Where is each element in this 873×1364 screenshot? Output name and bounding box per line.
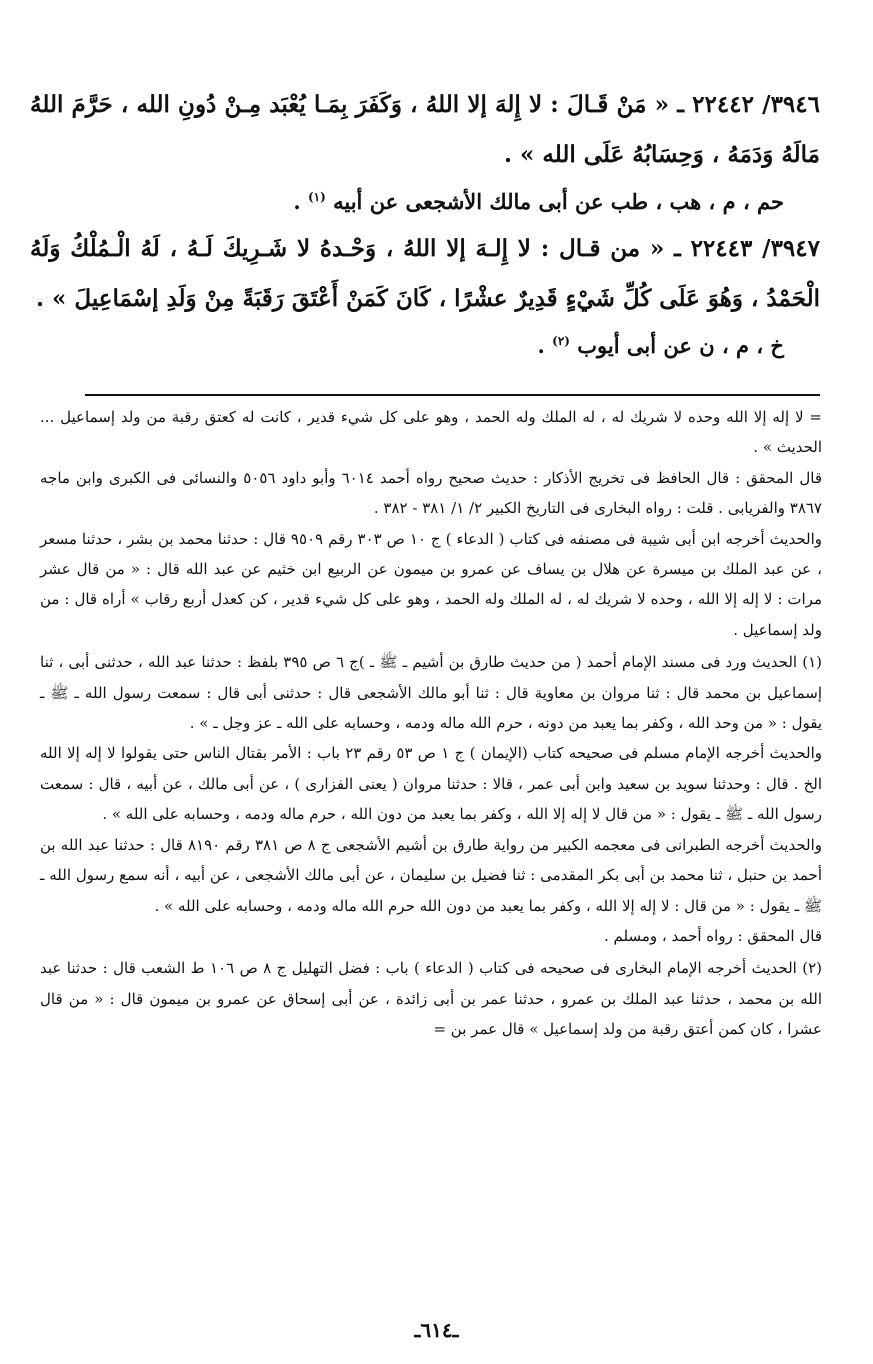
footnote-1: (١) الحديث ورد فى مسند الإمام أحمد ( من حديث طارق بن أشيم ـ ﷺ ـ )ج ٦ ص ٣٩٥ بلفظ : حدثنا عبد الله ، حدثنى أبى ، ثنا إسماعيل بن محمد قال : ثنا مروان بن معاوية قال : ثنا أبو مالك الأشجعى قال : حدثنى أبى قال : سمعت رسول الله ـ ﷺ ـ يقول : « من وحد الله ، وكفر بما يعبد من دونه ، حرم الله ماله ودمه ، وحسابه على الله ـ عز وجل ـ » . xyxy=(40,653,822,733)
footnote-paragraph: والحديث أخرجه الطبرانى فى معجمه الكبير من رواية طارق بن أشيم الأشجعى ج ٨ ص ٣٨١ رقم ٨١٩٠ قال : حدثنا عبد الله بن أحمد بن حنبل ، ثنا محمد بن أبى بكر المقدمى : ثنا فضيل بن سليمان ، عن أبى مالك الأشجعى ، عن أبيه ، أنه سمع رسول الله ـ ﷺ ـ يقول : « من قال : لا إله إلا الله ، وكفر بما يعبد من دون الله حرم الله ماله ودمه ، وحسابه على الله » . xyxy=(40,835,822,915)
hadith-3947 xyxy=(30,224,820,324)
hadith-number: ٣٩٤٦/ ٢٢٤٤٢ xyxy=(692,91,820,118)
source-text: حم ، م ، هب ، طب عن أبى مالك الأشجعى عن أبيه xyxy=(333,189,784,214)
hadith-text: ـ « من قـال : لا إِلـهَ إلا اللهُ ، وَحْـدهُ لا شَـرِيكَ لَـهُ ، لَهُ الْـمُلْكُ وَلَهُ الْحَمْدُ ، وَهُوَ عَلَى كُلِّ شَيْءٍ قَدِيرٌ عشْرًا ، كَانَ كَمَنْ أَعْتَقَ رَقَبَةً مِنْ وَلَدِ إسْمَاعِيلَ » . xyxy=(30,235,820,312)
source-text: خ ، م ، ن عن أبى أيوب xyxy=(577,333,784,358)
hadith-number: ٣٩٤٧/ ٢٢٤٤٣ xyxy=(690,235,820,262)
footnote-paragraph: قال المحقق : قال الحافظ فى تخريج الأذكار : حديث صحيح رواه أحمد ٦٠١٤ وأبو داود ٥٠٥٦ والنسائى فى الكبرى وابن ماجه ٣٨٦٧ والفريابى . قلت : رواه البخارى فى التاريخ الكبير ٢/ ١/ ٣٨١ - ٣٨٢ . xyxy=(40,468,822,518)
hadith-source: خ ، م ، ن عن أبى أيوب $^{(٢)}$ . xyxy=(537,333,784,358)
hadith-text: ـ « مَنْ قَـالَ : لا إِلهَ إلا اللهُ ، وَكَفَرَ بِمَـا يُعْبَد مِـنْ دُونِ الله ، حَرَّمَ اللهُ مَالَهُ وَدَمَهُ ، وَحِسَابُهُ عَلَى الله » . xyxy=(30,91,820,168)
footnote-paragraph: والحديث أخرجه الإمام مسلم فى صحيحه كتاب (الإيمان ) ج ١ ص ٥٣ رقم ٢٣ باب : الأمر بقتال الناس حتى يقولوا لا إله إلا الله الخ . قال : وحدثنا سويد بن سعيد وابن أبى عمر ، قالا : حدثنا مروان ( يعنى الفزارى ) ، عن أبى مالك ، عن أبيه ، قال : سمعت رسول الله ـ ﷺ ـ يقول : « من قال لا إله إلا الله ، وكفر بما يعبد من دون الله ، حرم ماله ودمه ، وحسابه على الله » . xyxy=(40,744,822,824)
footnote-2: (٢) الحديث أخرجه الإمام البخارى فى صحيحه فى كتاب ( الدعاء ) باب : فضل التهليل ج ٨ ص ١٠٦ ط الشعب قال : حدثنا عبد الله بن محمد ، حدثنا عبد الملك بن عمرو ، حدثنا عمر بن أبى زائدة ، عن أبى إسحاق عن عمرو بن ميمون قال : « من قال عشرا ، كان كمن أعتق رقبة من ولد إسماعيل » قال عمر بن = xyxy=(40,959,823,1039)
footnote-divider xyxy=(85,394,820,396)
hadith-3946 xyxy=(30,80,820,180)
footnote-ref: (٢) xyxy=(552,334,570,348)
hadith-source: حم ، م ، هب ، طب عن أبى مالك الأشجعى عن أبيه $^{(١)}$ . xyxy=(293,189,784,214)
footnote-paragraph: = لا إله إلا الله وحده لا شريك له ، له الملك وله الحمد ، وهو على كل شيء قدير ، كانت له كعتق رقبة من ولد إسماعيل ... الحديث » . xyxy=(40,408,822,457)
footnotes xyxy=(40,402,822,1045)
footnote-paragraph: قال المحقق : رواه أحمد ، ومسلم . xyxy=(604,926,822,945)
page-number: ـ٦١٤ـ xyxy=(414,1318,459,1342)
footnote-paragraph: والحديث أخرجه ابن أبى شيبة فى مصنفه فى كتاب ( الدعاء ) ج ١٠ ص ٣٠٣ رقم ٩٥٠٩ قال : حدثنا محمد بن بشر ، حدثنا مسعر ، عن عبد الملك بن ميسرة عن هلال بن يساف عن عمرو بن ميمون عن الربيع ابن خثيم عن عبد الله قال : « من قال عشر مرات : لا إله إلا الله ، وحده لا شريك له ، له الملك وله الحمد ، وهو على كل شيء قدير ، كن كعدل أربع رقاب » أراه قال : من ولد إسماعيل . xyxy=(40,529,823,639)
main-text xyxy=(30,80,820,368)
footnote-ref: (١) xyxy=(307,190,326,204)
